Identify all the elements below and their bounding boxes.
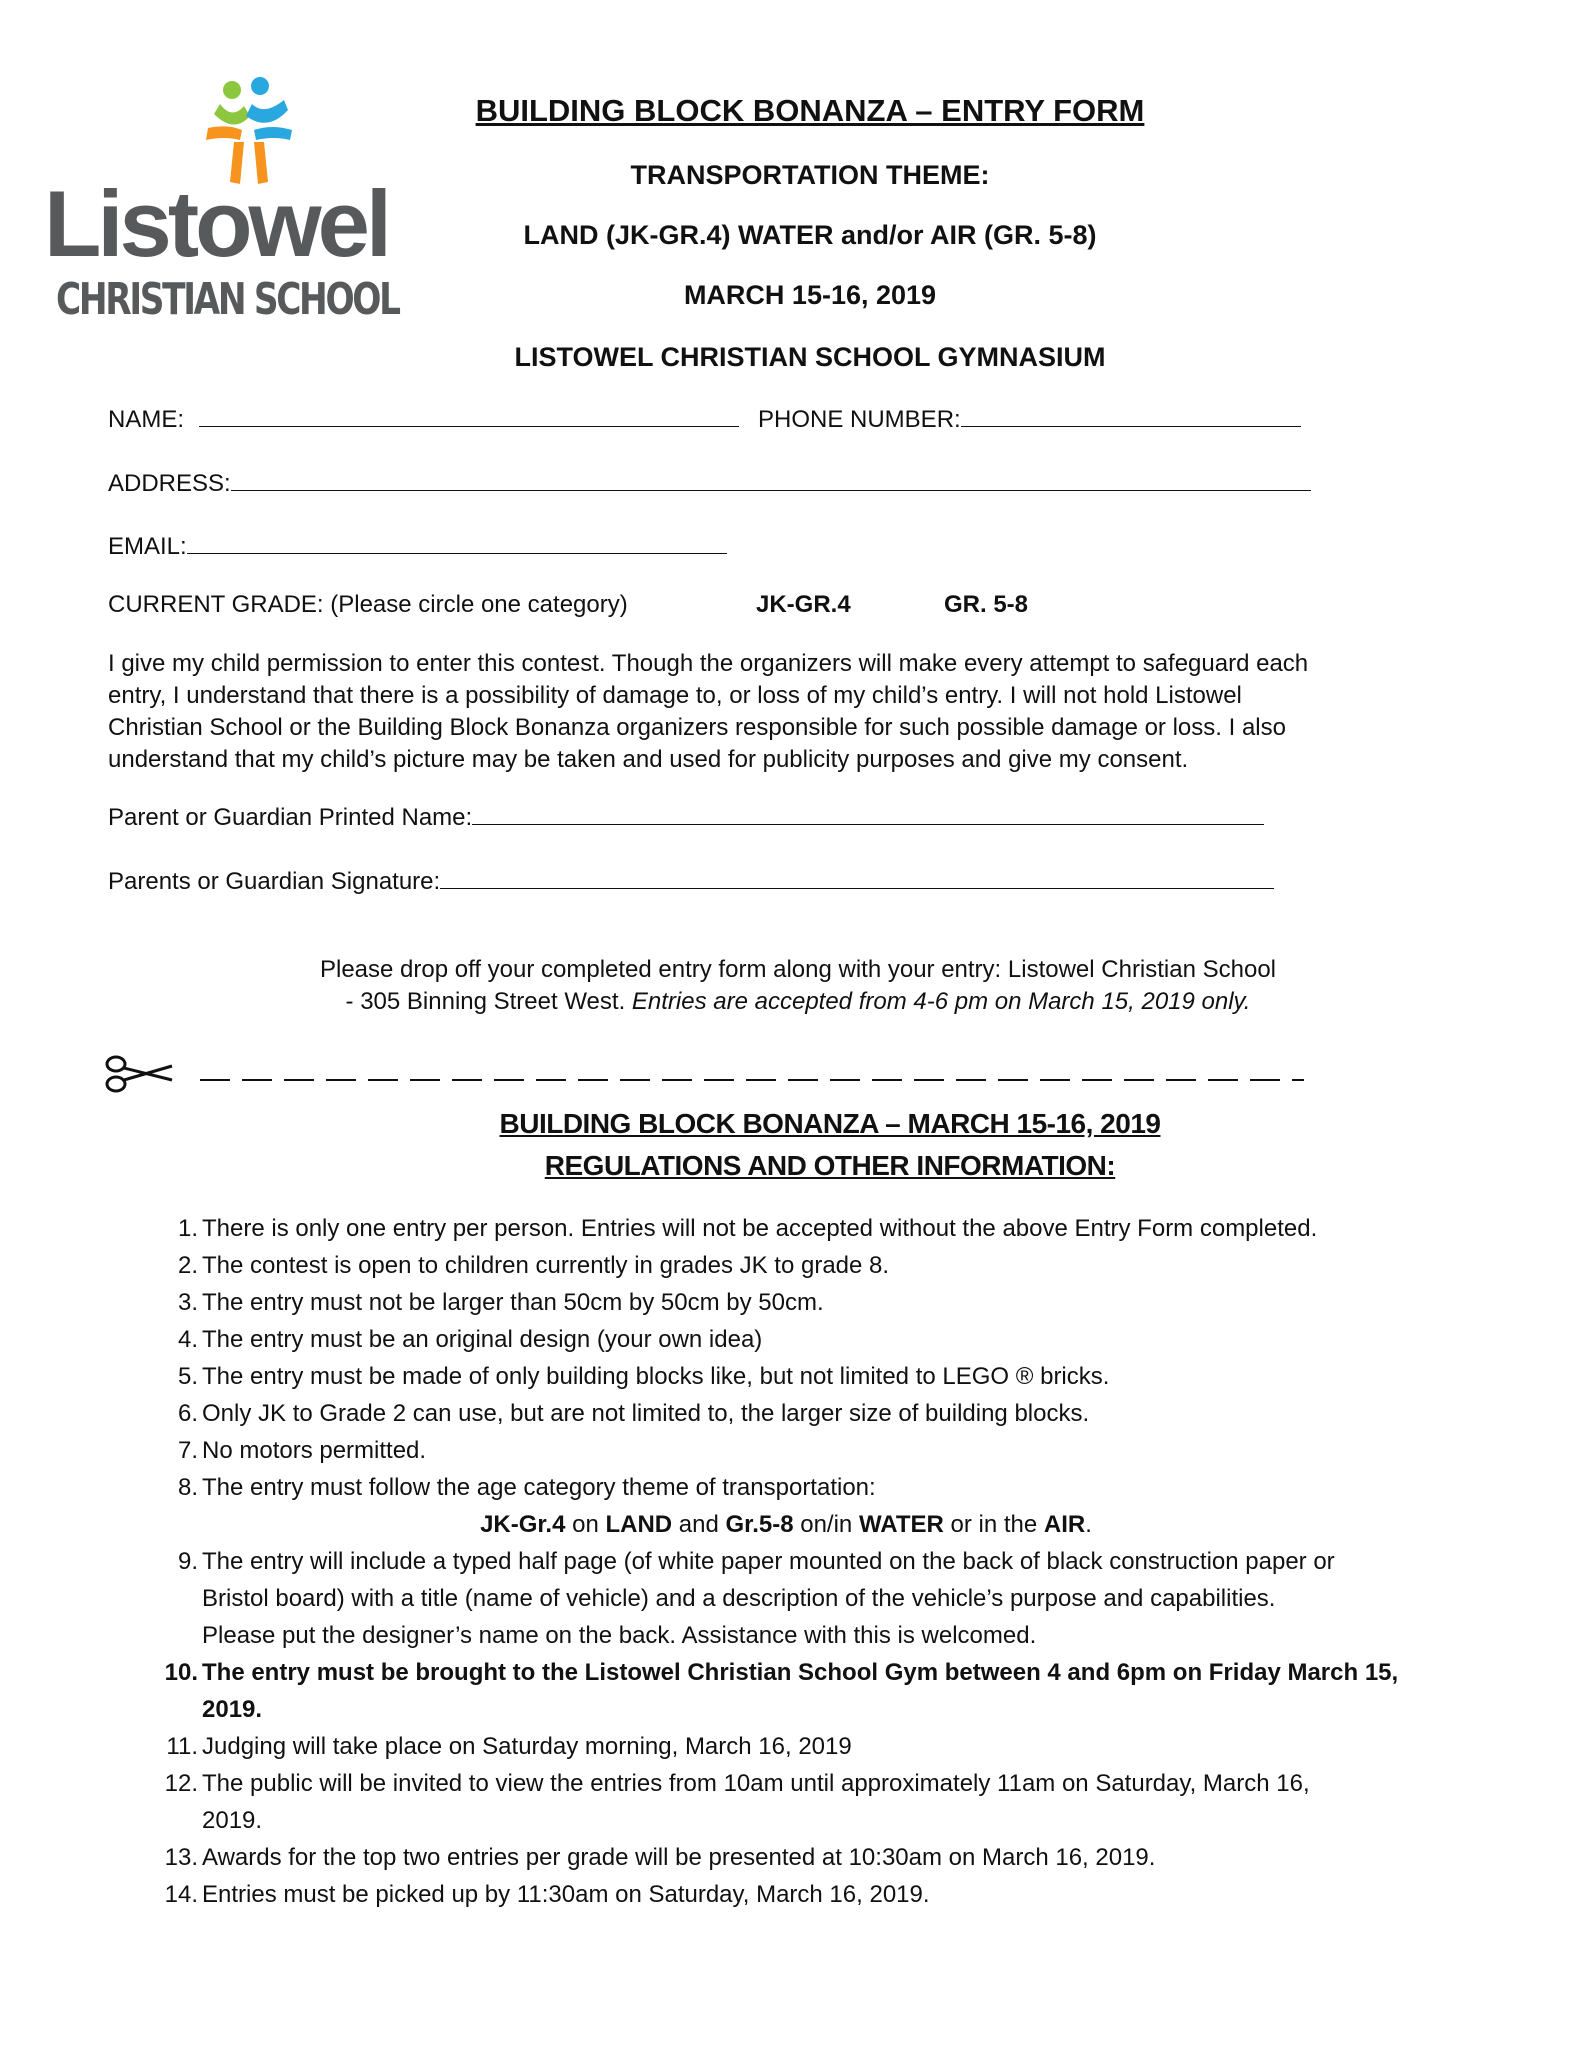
item-number: 3. — [177, 1289, 198, 1316]
list-item — [150, 1839, 1490, 1876]
logo-subtitle: CHRISTIAN SCHOOL — [56, 274, 399, 325]
cut-line — [104, 1050, 1334, 1096]
item-number: 9. — [177, 1548, 198, 1575]
item-number: 8. — [177, 1474, 198, 1501]
grade-option-gr5-8[interactable]: GR. 5-8 — [944, 591, 1029, 618]
grade-label: CURRENT GRADE: (Please circle one category) — [108, 591, 628, 618]
connector-text: and — [672, 1511, 726, 1538]
item-text: Entries must be picked up by 11:30am on Saturday, March 16, 2019. — [202, 1881, 930, 1908]
item-number: 14. — [164, 1881, 198, 1908]
dropoff-instructions — [108, 954, 1488, 1018]
address-field[interactable] — [231, 468, 1311, 491]
list-item — [150, 1543, 1490, 1654]
printed-name-field[interactable] — [472, 802, 1264, 825]
printed-name-label: Parent or Guardian Printed Name: — [108, 804, 473, 831]
item-text: The entry will include a typed half page (of white paper mounted on the back of black construction paper or — [202, 1548, 1335, 1575]
item-text: The entry must be an original design (your own idea) — [202, 1326, 763, 1353]
item-text: The entry must follow the age category theme of transportation: — [202, 1474, 876, 1501]
item-text: Bristol board) with a title (name of vehicle) and a description of the vehicle’s purpose and capabilities. — [202, 1585, 1276, 1612]
list-item — [150, 1247, 1490, 1284]
item-number: 1. — [177, 1215, 198, 1242]
item-number: 7. — [177, 1437, 198, 1464]
list-item — [150, 1284, 1490, 1321]
dropoff-time-note: Entries are accepted from 4-6 pm on March 15, 2019 only. — [631, 988, 1251, 1015]
item-text: The entry must not be larger than 50cm by 50cm by 50cm. — [202, 1289, 824, 1316]
item-text: No motors permitted. — [202, 1437, 427, 1464]
item-number: 12. — [164, 1770, 198, 1797]
email-label: EMAIL: — [108, 533, 187, 560]
email-row — [108, 531, 727, 562]
regulations-title-2: REGULATIONS AND OTHER INFORMATION: — [544, 1150, 1116, 1181]
email-field[interactable] — [187, 531, 727, 554]
name-row — [108, 404, 739, 435]
logo-wordmark: Listowel — [44, 171, 389, 276]
list-item — [150, 1210, 1490, 1247]
item-text: The public will be invited to view the entries from 10am until approximately 11am on Saturday, March 16, — [202, 1770, 1310, 1797]
signature-label: Parents or Guardian Signature: — [108, 868, 441, 895]
address-label: ADDRESS: — [108, 470, 231, 497]
list-item — [150, 1728, 1490, 1765]
connector-text: on/in — [793, 1511, 859, 1538]
list-item — [150, 1395, 1490, 1432]
connector-text: or in the — [943, 1511, 1044, 1538]
theme-categories-line — [202, 1506, 1490, 1543]
category-water: WATER — [858, 1511, 944, 1538]
list-item — [150, 1765, 1490, 1839]
item-text: The entry must be made of only building blocks like, but not limited to LEGO ® bricks. — [202, 1363, 1110, 1390]
grade-row — [108, 590, 628, 620]
category-air: AIR — [1043, 1511, 1086, 1538]
connector-text: on — [565, 1511, 606, 1538]
theme-heading: TRANSPORTATION THEME: — [630, 160, 990, 190]
connector-text: . — [1085, 1511, 1092, 1538]
category-gr5-8: Gr.5-8 — [725, 1511, 794, 1538]
item-text: 2019. — [202, 1696, 263, 1723]
permission-line: understand that my child’s picture may be taken and used for publicity purposes and give my consent. — [108, 746, 1189, 773]
dropoff-line-2 — [108, 986, 1488, 1018]
item-number: 13. — [164, 1844, 198, 1871]
list-item — [150, 1654, 1490, 1728]
dates-heading: MARCH 15-16, 2019 — [683, 280, 937, 310]
item-number: 10. — [164, 1659, 198, 1686]
regulations-list — [150, 1210, 1490, 1913]
signature-row — [108, 866, 1274, 897]
category-jk: JK-Gr.4 — [480, 1511, 566, 1538]
item-text: 2019. — [202, 1807, 263, 1834]
list-item — [150, 1469, 1490, 1543]
dropoff-line-1: Please drop off your completed entry form along with your entry: Listowel Christian School — [319, 956, 1277, 983]
school-logo — [44, 76, 414, 325]
category-land: LAND — [605, 1511, 673, 1538]
phone-label: PHONE NUMBER: — [758, 406, 961, 433]
phone-field[interactable] — [961, 404, 1301, 427]
item-number: 2. — [177, 1252, 198, 1279]
list-item — [150, 1358, 1490, 1395]
item-text: There is only one entry per person. Entries will not be accepted without the above Entry Form completed. — [202, 1215, 1318, 1242]
item-number: 5. — [177, 1363, 198, 1390]
item-number: 4. — [177, 1326, 198, 1353]
categories-heading: LAND (JK-GR.4) WATER and/or AIR (GR. 5-8) — [523, 220, 1097, 250]
item-number: 6. — [177, 1400, 198, 1427]
item-text: The contest is open to children currently in grades JK to grade 8. — [202, 1252, 890, 1279]
item-text: Judging will take place on Saturday morning, March 16, 2019 — [202, 1733, 852, 1760]
item-text: Only JK to Grade 2 can use, but are not limited to, the larger size of building blocks. — [202, 1400, 1090, 1427]
form-title: BUILDING BLOCK BONANZA – ENTRY FORM — [475, 93, 1145, 128]
name-field[interactable] — [199, 404, 739, 427]
item-text: Awards for the top two entries per grade will be presented at 10:30am on March 16, 2019. — [202, 1844, 1156, 1871]
permission-line: I give my child permission to enter this contest. Though the organizers will make every attempt to safeguard each — [108, 650, 1309, 677]
dropoff-address: - 305 Binning Street West. — [345, 988, 632, 1015]
item-text: The entry must be brought to the Listowel Christian School Gym between 4 and 6pm on Friday March 15, — [202, 1659, 1399, 1686]
permission-paragraph — [108, 648, 1488, 776]
item-number: 11. — [166, 1733, 198, 1760]
venue-heading: LISTOWEL CHRISTIAN SCHOOL GYMNASIUM — [514, 342, 1106, 372]
permission-line: Christian School or the Building Block Bonanza organizers responsible for such possible damage or loss. I also — [108, 714, 1286, 741]
permission-line: entry, I understand that there is a possibility of damage to, or loss of my child’s entry. I will not hold Listowel — [108, 682, 1242, 709]
list-item — [150, 1432, 1490, 1469]
signature-field[interactable] — [440, 866, 1274, 889]
address-row — [108, 468, 1311, 499]
phone-row — [758, 404, 1301, 435]
printed-name-row — [108, 802, 1264, 833]
grade-option-jk-gr4[interactable]: JK-GR.4 — [756, 591, 851, 618]
name-label: NAME: — [108, 406, 185, 433]
list-item — [150, 1876, 1490, 1913]
scissors-icon — [107, 1057, 172, 1091]
list-item — [150, 1321, 1490, 1358]
item-text: Please put the designer’s name on the back. Assistance with this is welcomed. — [202, 1622, 1037, 1649]
regulations-title-1: BUILDING BLOCK BONANZA – MARCH 15-16, 2019 — [499, 1108, 1161, 1139]
